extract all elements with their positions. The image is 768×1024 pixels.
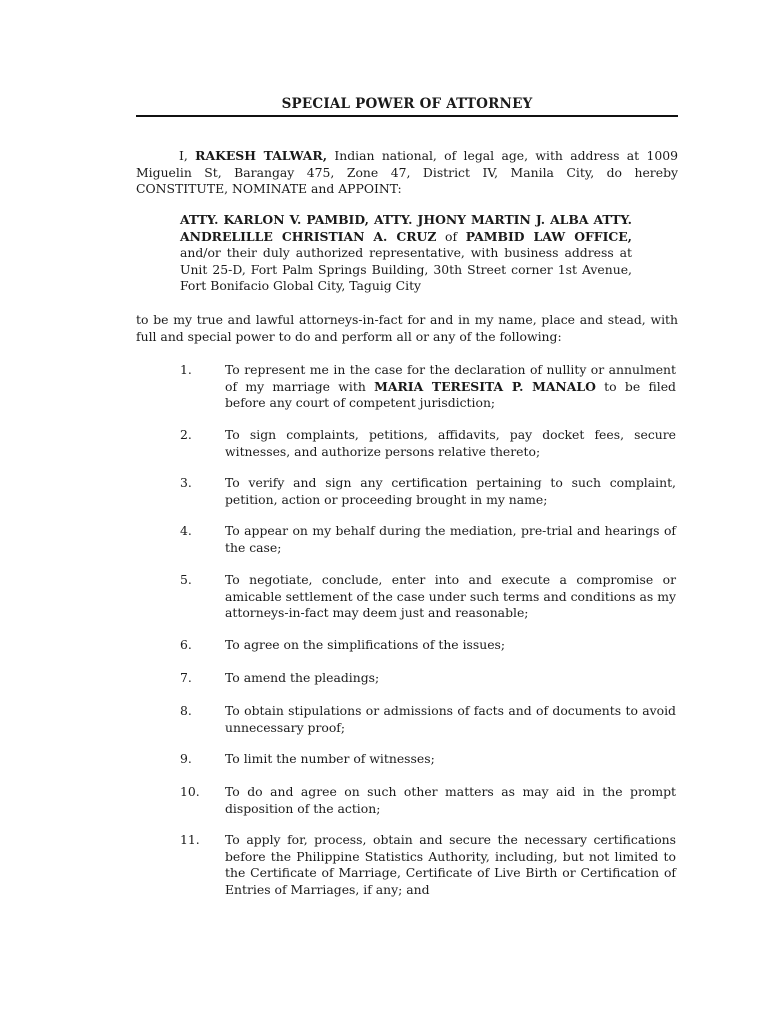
item-number: 11. — [180, 832, 200, 847]
item-text: To appear on my behalf during the mediation, pre-trial and hearings of the case; — [225, 523, 676, 555]
item-number: 1. — [180, 362, 192, 377]
item-text-pre: To represent me in the case for the declaration of nullity or annulment of my marriage with — [225, 362, 676, 394]
item-text-post: to be filed before any court of competent jurisdiction; — [225, 378, 676, 411]
title-underline — [136, 115, 678, 117]
item-number: 9. — [180, 751, 192, 766]
spouse-name: MARIA TERESITA P. MANALO — [374, 378, 596, 394]
attorneys-of: of — [436, 228, 466, 244]
principal-name: RAKESH TALWAR, — [195, 148, 328, 163]
item-number: 6. — [180, 637, 192, 652]
item-text — [225, 362, 676, 412]
item-text: To apply for, process, obtain and secure the necessary certifications before the Philippine Statistics Authority, including, but not limited to the Certificate of Marriage, Certificate of Live Birth or Certification of Entries of Marriages, if any; and — [225, 832, 676, 897]
powers-lead-paragraph: to be my true and lawful attorneys-in-fact for and in my name, place and stead, with full and special power to do and perform all or any of the following: — [136, 312, 678, 344]
item-number: 5. — [180, 572, 192, 587]
intro-paragraph — [136, 148, 678, 198]
attorneys-paragraph — [180, 212, 632, 295]
item-text: To do and agree on such other matters as may aid in the prompt disposition of the action; — [225, 784, 676, 816]
item-text: To limit the number of witnesses; — [225, 751, 435, 766]
item-number: 8. — [180, 703, 192, 718]
item-number: 7. — [180, 670, 192, 685]
item-number: 10. — [180, 784, 200, 799]
intro-prefix: I, — [179, 148, 196, 163]
law-office-name: PAMBID LAW OFFICE, — [465, 228, 632, 244]
item-text: To obtain stipulations or admissions of facts and of documents to avoid unnecessary proof; — [225, 703, 676, 735]
item-number: 3. — [180, 475, 192, 490]
item-text: To verify and sign any certification pertaining to such complaint, petition, action or proceeding brought in my name; — [225, 475, 676, 507]
item-number: 2. — [180, 427, 192, 442]
attorneys-rest: and/or their duly authorized representative, with business address at Unit 25-D, Fort Palm Springs Building, 30th Street corner 1st Avenue, Fort Bonifacio Global City, Taguig City — [180, 245, 632, 294]
item-text: To agree on the simplifications of the issues; — [225, 637, 506, 652]
document-page — [136, 0, 678, 1024]
item-text: To sign complaints, petitions, affidavits, pay docket fees, secure witnesses, and authorize persons relative thereto; — [225, 427, 676, 459]
item-text: To amend the pleadings; — [225, 670, 380, 685]
attorney-names: ATTY. KARLON V. PAMBID, ATTY. JHONY MARTIN J. ALBA ATTY. ANDRELILLE CHRISTIAN A. CRUZ — [180, 212, 632, 244]
item-number: 4. — [180, 523, 192, 538]
document-title: SPECIAL POWER OF ATTORNEY — [281, 96, 533, 112]
item-text: To negotiate, conclude, enter into and execute a compromise or amicable settlement of the case under such terms and conditions as my attorneys-in-fact may deem just and reasonable; — [225, 572, 676, 621]
intro-rest: Indian national, of legal age, with address at 1009 Miguelin St, Barangay 475, Zone 47, District IV, Manila City, do hereby CONSTITUTE, NOMINATE and APPOINT: — [136, 148, 678, 197]
